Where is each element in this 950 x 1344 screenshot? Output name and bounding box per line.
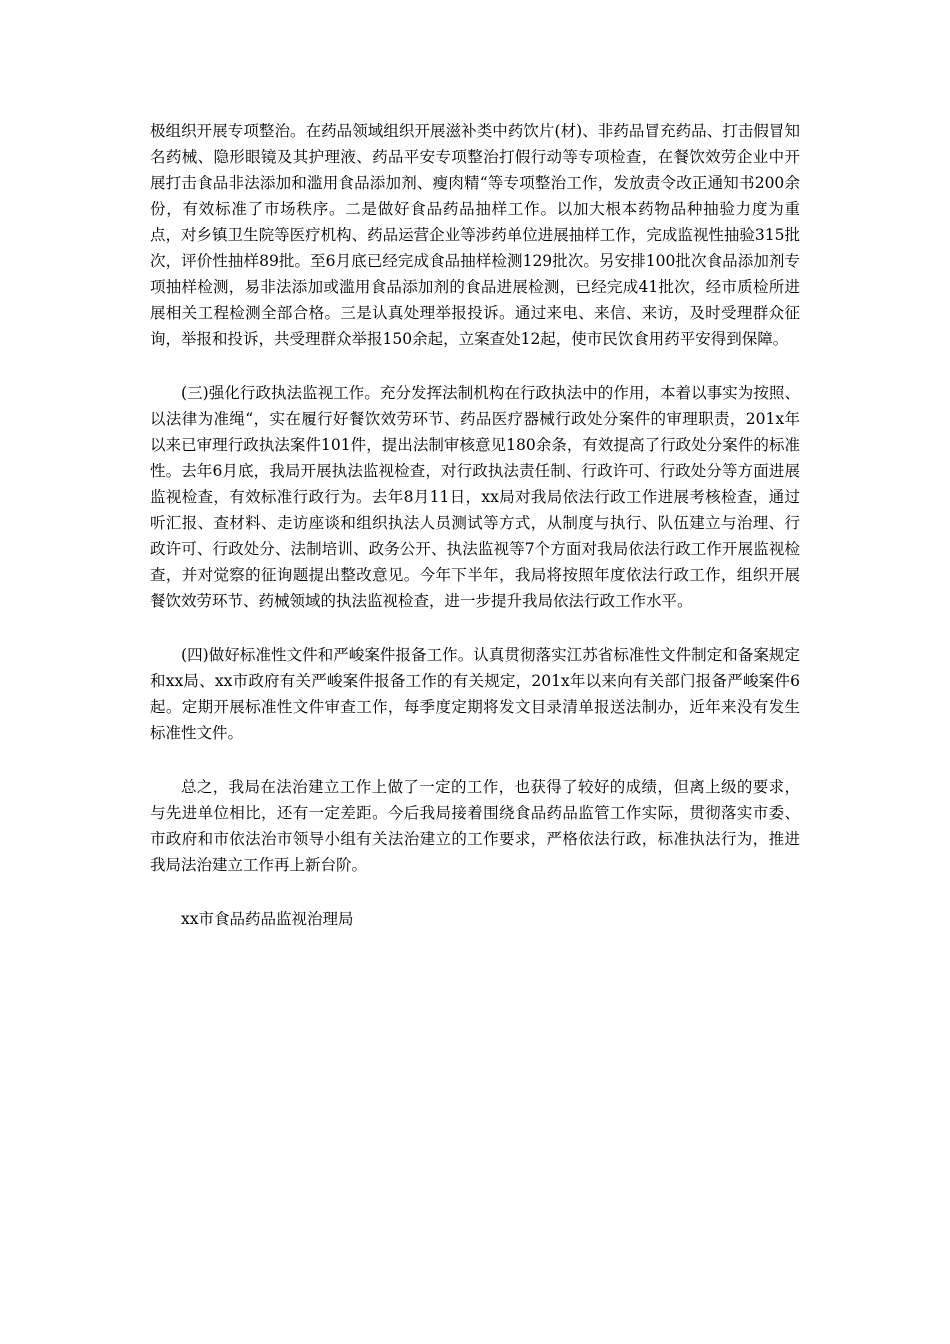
paragraph-continuation: 极组织开展专项整治。在药品领域组织开展滋补类中药饮片(材)、非药品冒充药品、打击假冒知名药械、隐形眼镜及其护理液、药品平安专项整治打假行动等专项检查，在餐饮效劳企业中开展打击食品非法添加和滥用食品添加剂、瘦肉精“等专项整治工作，发放责令改正通知书200余份，有效标准了市场秩序。二是做好食品药品抽样工作。以加大根本药物品种抽验力度为重点，对乡镇卫生院等医疗机构、药品运营企业等涉药单位进展抽样工作，完成监视性抽验315批次，评价性抽样89批。至6月底已经完成食品抽样检测129批次。另安排100批次食品添加剂专项抽样检测，易非法添加或滥用食品添加剂的食品进展检测，已经完成41批次，经市质检所进展相关工程检测全部合格。三是认真处理举报投诉。通过来电、来信、来访，及时受理群众征询，举报和投诉，共受理群众举报150余起，立案查处12起，使市民饮食用药平安得到保障。: [150, 122, 800, 348]
signature-line: xx市食品药品监视治理局: [181, 910, 354, 928]
paragraph-section-four: (四)做好标准性文件和严峻案件报备工作。认真贯彻落实江苏省标准性文件制定和备案规定和xx局、xx市政府有关严峻案件报备工作的有关规定，201x年以来向有关部门报备严峻案件6起。定期开展标准性文件审查工作，每季度定期将发文目录清单报送法制办，近年来没有发生标准性文件。: [150, 646, 800, 742]
paragraph-section-three: (三)强化行政执法监视工作。充分发挥法制机构在行政执法中的作用，本着以事实为按照、以法律为准绳“，实在履行好餐饮效劳环节、药品医疗器械行政处分案件的审理职责，201x年以来已审理行政执法案件101件，提出法制审核意见180余条，有效提高了行政处分案件的标准性。去年6月底，我局开展执法监视检查，对行政执法责任制、行政许可、行政处分等方面进展监视检查，有效标准行政行为。去年8月11日，xx局对我局依法行政工作进展考核检查，通过听汇报、查材料、走访座谈和组织执法人员测试等方式，从制度与执行、队伍建立与治理、行政许可、行政处分、法制培训、政务公开、执法监视等7个方面对我局依法行政工作开展监视检查，并对觉察的征询题提出整改意见。今年下半年，我局将按照年度依法行政工作，组织开展餐饮效劳环节、药械领域的执法监视检查，进一步提升我局依法行政工作水平。: [150, 384, 800, 610]
paragraph-summary: 总之，我局在法治建立工作上做了一定的工作，也获得了较好的成绩，但离上级的要求，与先进单位相比，还有一定差距。今后我局接着围绕食品药品监管工作实际，贯彻落实市委、市政府和市依法治市领导小组有关法治建立的工作要求，严格依法行政，标准执法行为，推进我局法治建立工作再上新台阶。: [150, 778, 800, 874]
document-page: [150, 118, 800, 932]
